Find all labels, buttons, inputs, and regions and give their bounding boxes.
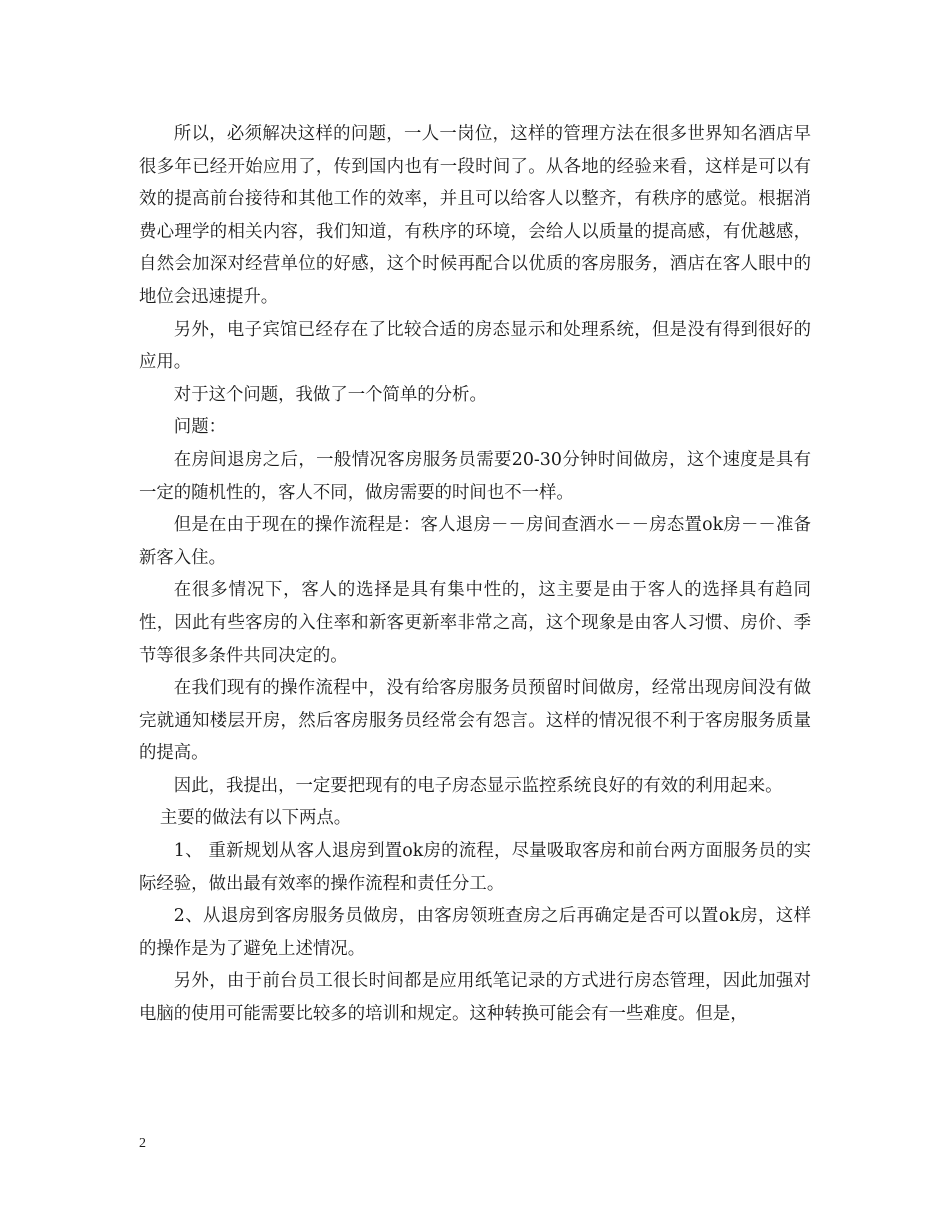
paragraph: 在我们现有的操作流程中，没有给客房服务员预留时间做房，经常出现房间没有做完就通知楼层开房，然后客房服务员经常会有怨言。这样的情况很不利于客房服务质量的提高。 [139, 678, 811, 764]
document-body [139, 118, 811, 1031]
numbered-paragraph: 1、 重新规划从客人退房到置ok房的流程，尽量吸取客房和前台两方面服务员的实际经验，做出最有效率的操作流程和责任分工。 [139, 841, 811, 894]
numbered-paragraph: 2、从退房到客房服务员做房，由客房领班查房之后再确定是否可以置ok房，这样的操作是为了避免上述情况。 [139, 906, 811, 959]
paragraph: 所以，必须解决这样的问题，一人一岗位，这样的管理方法在很多世界知名酒店早很多年已经开始应用了，传到国内也有一段时间了。从各地的经验来看，这样是可以有效的提高前台接待和其他工作的效率，并且可以给客人以整齐，有秩序的感觉。根据消费心理学的相关内容，我们知道，有秩序的环境，会给人以质量的提高感，有优越感，自然会加深对经营单位的好感，这个时候再配合以优质的客房服务，酒店在客人眼中的地位会迅速提升。 [139, 124, 811, 307]
page-number: 2 [139, 1136, 146, 1151]
paragraph: 另外，电子宾馆已经存在了比较合适的房态显示和处理系统，但是没有得到很好的应用。 [139, 319, 811, 373]
paragraph: 但是在由于现在的操作流程是：客人退房－－房间查酒水－－房态置ok房－－准备新客入住。 [139, 515, 811, 568]
paragraph: 另外，由于前台员工很长时间都是应用纸笔记录的方式进行房态管理，因此加强对电脑的使用可能需要比较多的培训和规定。这种转换可能会有一些难度。但是， [139, 971, 811, 1025]
paragraph: 问题： [173, 417, 226, 438]
paragraph: 在房间退房之后，一般情况客房服务员需要20-30分钟时间做房，这个速度是具有一定的随机性的，客人不同，做房需要的时间也不一样。 [139, 449, 811, 503]
paragraph: 主要的做法有以下两点。 [159, 808, 352, 829]
paragraph: 因此，我提出，一定要把现有的电子房态显示监控系统良好的有效的利用起来。 [173, 775, 783, 796]
paragraph: 在很多情况下，客人的选择是具有集中性的，这主要是由于客人的选择具有趋同性，因此有些客房的入住率和新客更新率非常之高，这个现象是由客人习惯、房价、季节等很多条件共同决定的。 [139, 580, 811, 666]
paragraph: 对于这个问题，我做了一个简单的分析。 [173, 384, 487, 405]
